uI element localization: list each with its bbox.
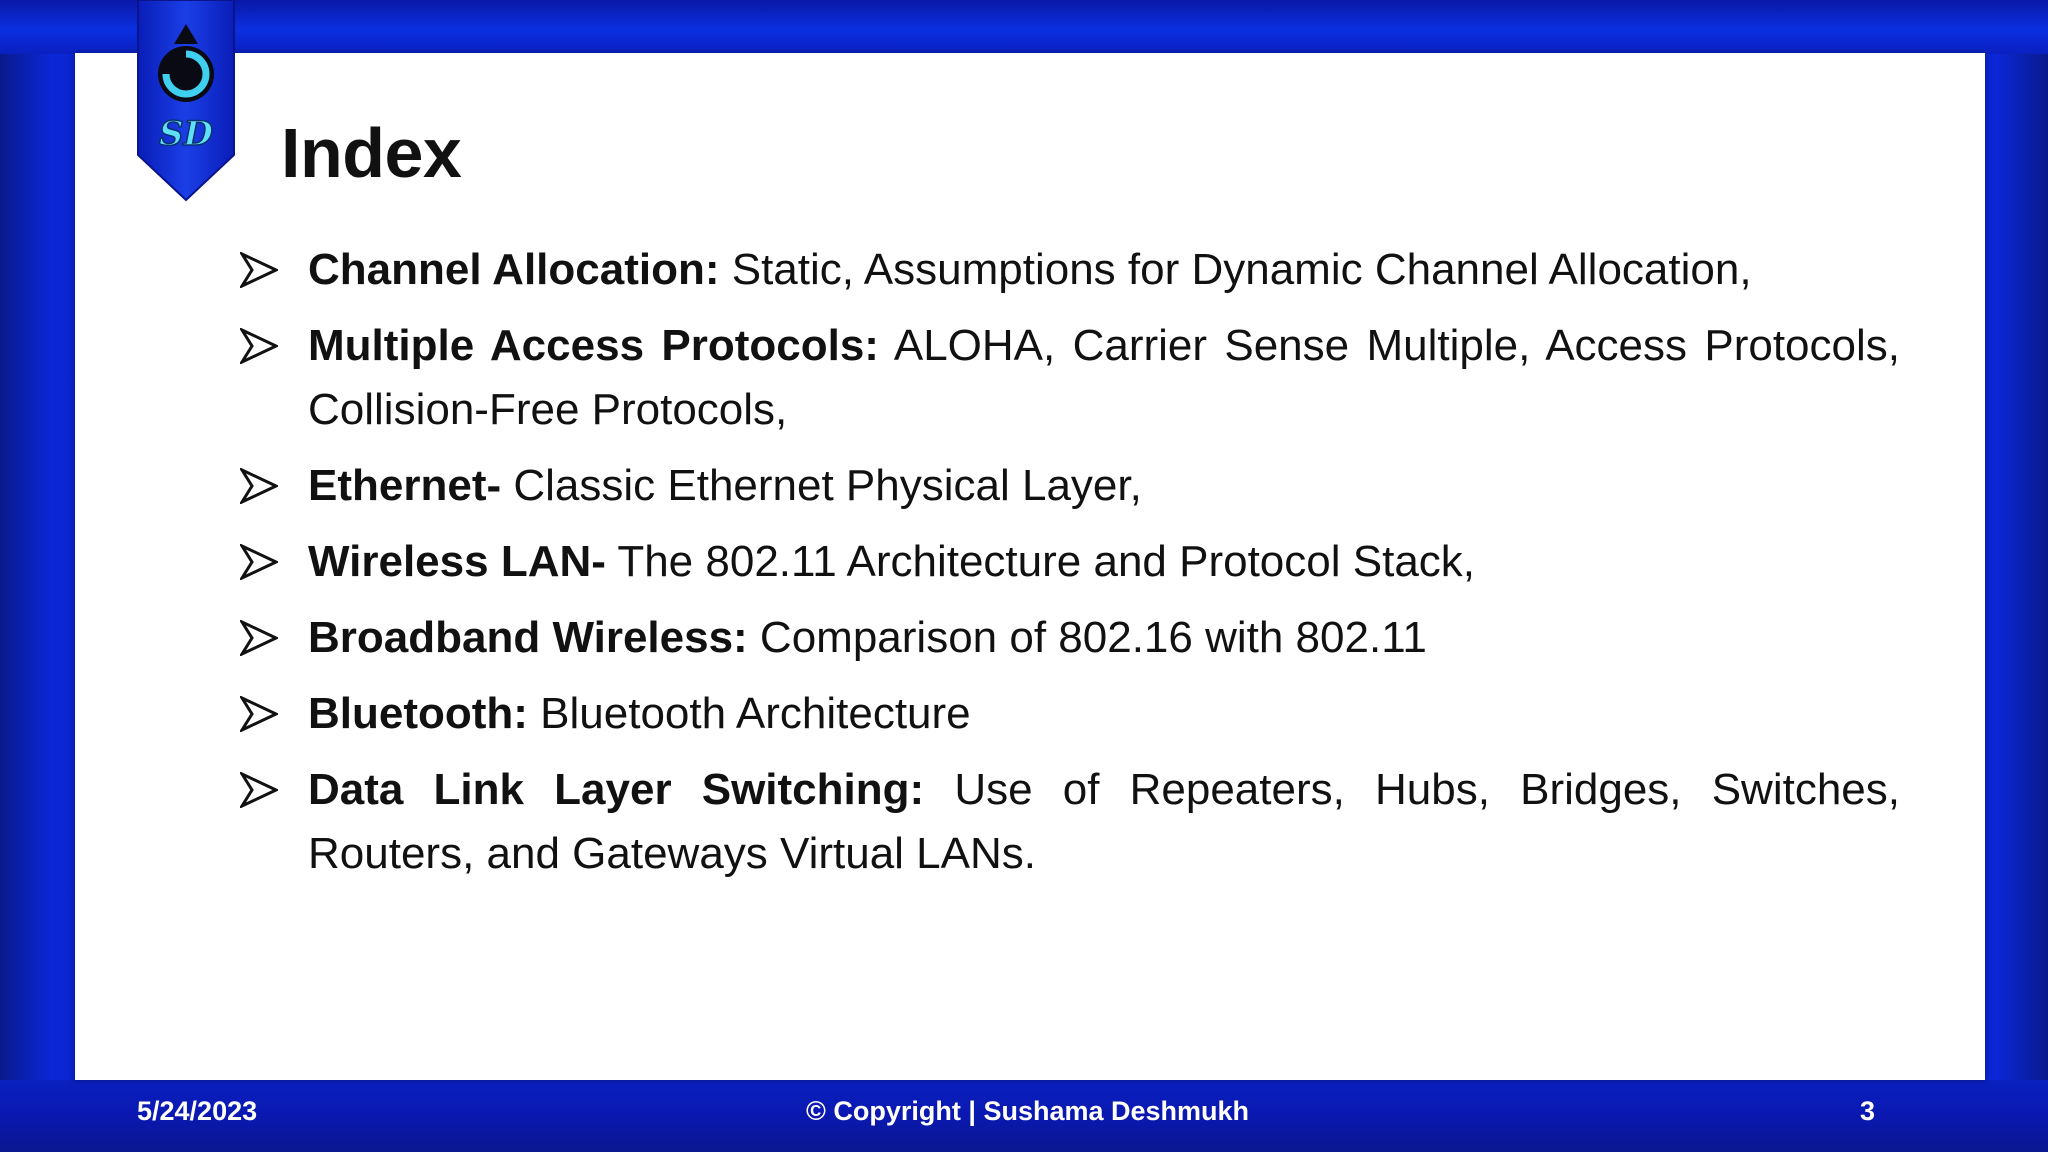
logo-text: SD — [158, 114, 214, 154]
item-label: Bluetooth: — [308, 689, 528, 738]
item-text: Bluetooth Architecture — [527, 689, 971, 738]
item-label: Ethernet- — [308, 461, 502, 510]
list-item — [240, 238, 1900, 302]
arrow-bullet-icon — [240, 328, 278, 364]
list-item — [240, 682, 1900, 746]
item-text: Static, Assumptions for Dynamic Channel Allocation, — [719, 245, 1752, 294]
item-label: Multiple Access Protocols: — [308, 321, 879, 370]
list-item — [240, 758, 1900, 886]
item-label: Wireless LAN- — [308, 537, 606, 586]
footer-date: 5/24/2023 — [137, 1096, 258, 1126]
item-text: The 802.11 Architecture and Protocol Stack, — [605, 537, 1476, 586]
item-text: Comparison of 802.16 with 802.11 — [747, 613, 1427, 662]
arrow-bullet-icon — [240, 696, 278, 732]
item-text: Classic Ethernet Physical Layer, — [501, 461, 1142, 510]
item-text: Use of Repeaters, Hubs, Bridges, Switches, Routers, and Gateways Virtual LANs. — [308, 765, 1900, 878]
footer-page-number: 3 — [1860, 1096, 1876, 1126]
sd-logo-icon — [136, 0, 236, 202]
item-label: Data Link Layer Switching: — [308, 765, 925, 814]
arrow-bullet-icon — [240, 620, 278, 656]
item-label: Broadband Wireless: — [308, 613, 748, 662]
footer-copyright: © Copyright | Sushama Deshmukh — [806, 1096, 1250, 1126]
index-list — [240, 238, 1900, 898]
item-label: Channel Allocation: — [308, 245, 720, 294]
list-item — [240, 606, 1900, 670]
arrow-bullet-icon — [240, 252, 278, 288]
arrow-bullet-icon — [240, 544, 278, 580]
slide-title: Index — [281, 114, 462, 192]
top-frame-band — [0, 0, 2048, 54]
item-text: ALOHA, Carrier Sense Multiple, Access Protocols, Collision-Free Protocols, — [308, 321, 1900, 434]
list-item — [240, 314, 1900, 442]
arrow-bullet-icon — [240, 468, 278, 504]
list-item — [240, 530, 1900, 594]
list-item — [240, 454, 1900, 518]
arrow-bullet-icon — [240, 772, 278, 808]
